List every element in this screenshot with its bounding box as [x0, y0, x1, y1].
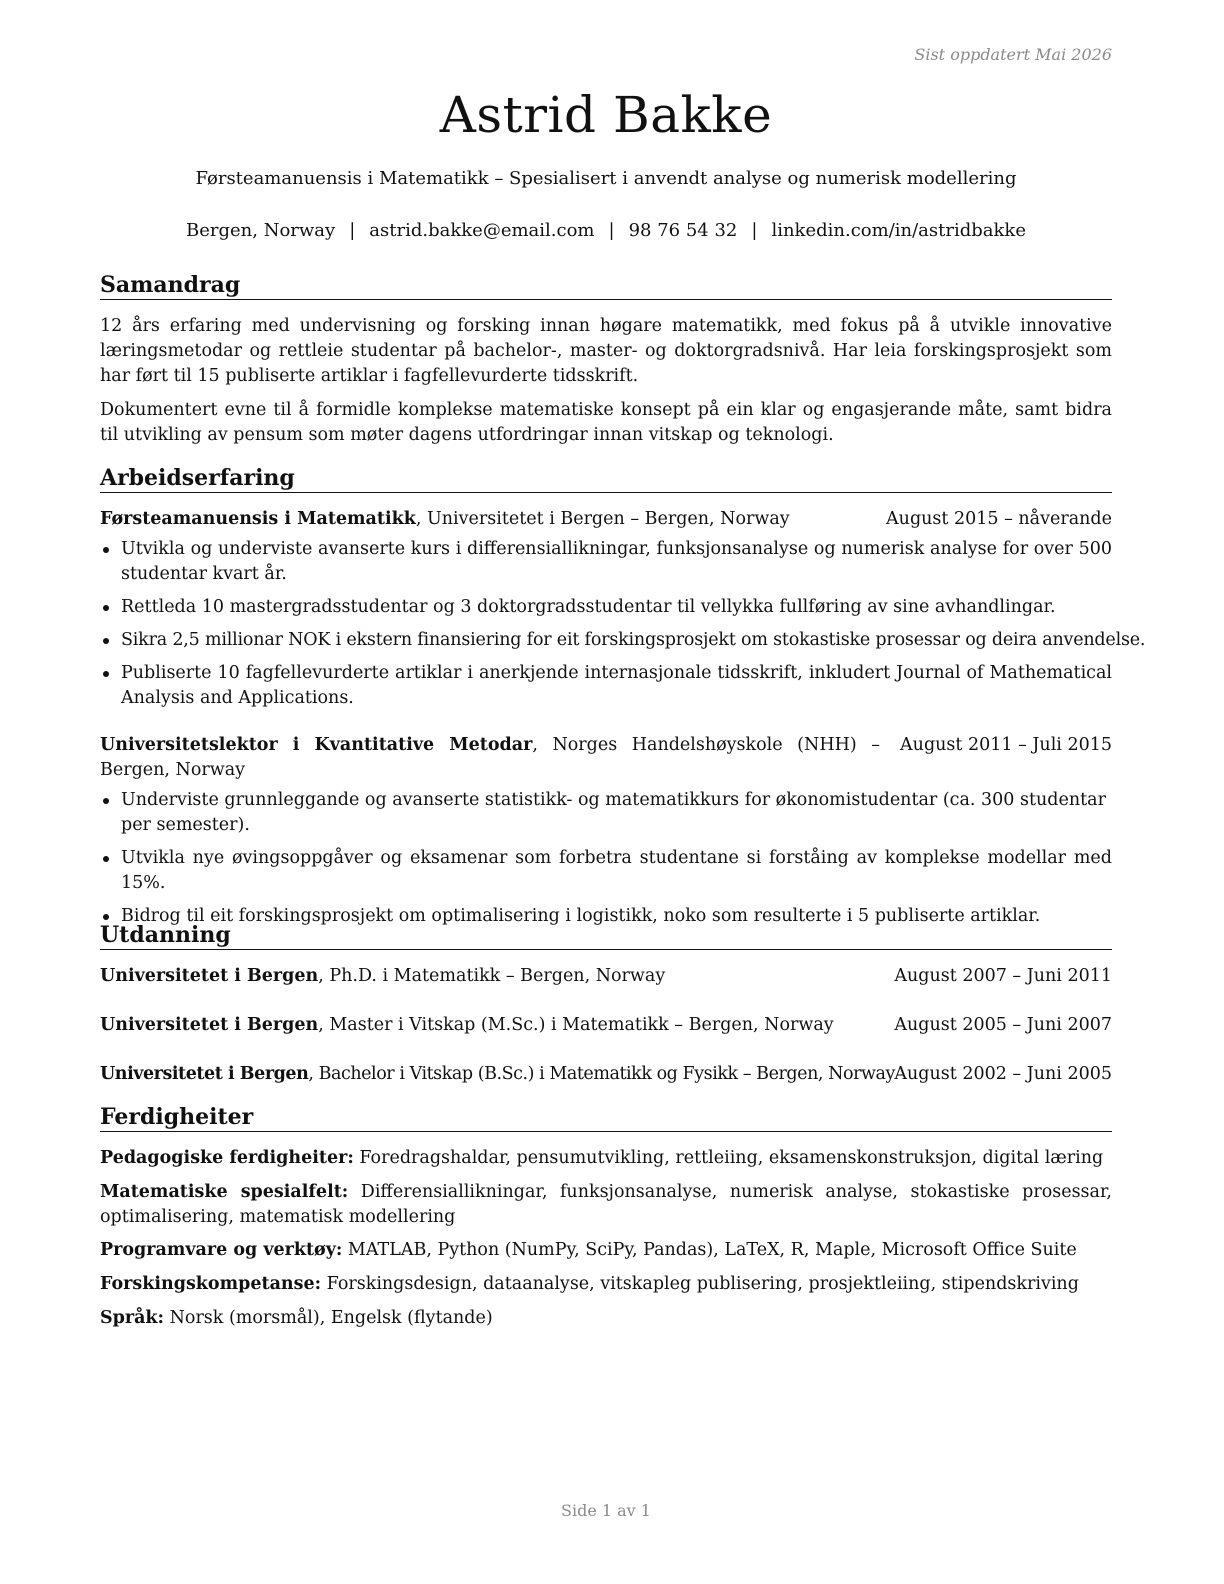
- job-bullets: [100, 788, 1112, 937]
- list-item: Bidrog til eit forskingsprosjekt om optimalisering i logistikk, noko som resulterte i 5 publiserte artiklar.: [100, 904, 1112, 929]
- education-item: [100, 964, 1112, 989]
- contact-phone: 98 76 54 32: [628, 220, 738, 241]
- degree: , Bachelor i Vitskap (B.Sc.) i Matematikk og Fysikk – Bergen, Norway: [308, 1064, 895, 1084]
- job-subtitle: Førsteamanuensis i Matematikk – Spesialisert i anvendt analyse og numerisk modellering: [195, 168, 1017, 189]
- job-role: Universitetslektor i Kvantitative Metodar: [100, 735, 533, 755]
- section-title-experience: Arbeidserfaring: [100, 464, 1112, 493]
- list-item: Underviste grunnleggande og avanserte statistikk- og matematikkurs for økonomistudentar (ca. 300 studentar per semester).: [100, 788, 1112, 838]
- list-item: Utvikla nye øvingsoppgåver og eksamenar som forbetra studentane si forståing av komplekse modellar med 15%.: [100, 846, 1112, 896]
- list-item: Rettleda 10 mastergradsstudentar og 3 doktorgradsstudentar til vellykka fullføring av sine avhandlingar.: [100, 595, 1112, 620]
- contact-linkedin[interactable]: linkedin.com/in/astridbakke: [771, 220, 1026, 241]
- skill-row: [100, 1180, 1112, 1230]
- job-header: [100, 507, 1112, 532]
- job-role: Førsteamanuensis i Matematikk: [100, 509, 416, 529]
- last-updated: Sist oppdatert Mai 2026: [914, 45, 1112, 64]
- section-title-education: Utdanning: [100, 921, 1112, 950]
- degree: , Ph.D. i Matematikk – Bergen, Norway: [318, 966, 666, 986]
- skill-label: Programvare og verktøy:: [100, 1240, 343, 1260]
- list-item: Sikra 2,5 millionar NOK i ekstern finansiering for eit forskingsprosjekt om stokastiske prosessar og deira anvendelse.: [100, 628, 1112, 653]
- education-date: August 2005 – Juni 2007: [894, 1015, 1112, 1035]
- skill-value: Foredragshaldar, pensumutvikling, rettleiing, eksamenskonstruksjon, digital læring: [353, 1148, 1104, 1168]
- separator: |: [751, 220, 758, 241]
- section-title-summary: Samandrag: [100, 271, 1112, 300]
- contact-line: [100, 220, 1112, 241]
- degree: , Master i Vitskap (M.Sc.) i Matematikk – Bergen, Norway: [318, 1015, 834, 1035]
- job-header: [100, 733, 1112, 783]
- skill-row: [100, 1146, 1112, 1171]
- list-item: Utvikla og underviste avanserte kurs i differensiallikningar, funksjonsanalyse og numerisk analyse for over 500 studentar kvart år.: [100, 537, 1112, 587]
- skill-value: MATLAB, Python (NumPy, SciPy, Pandas), LaTeX, R, Maple, Microsoft Office Suite: [342, 1240, 1077, 1260]
- section-title-skills: Ferdigheiter: [100, 1103, 1112, 1132]
- list-item: Publiserte 10 fagfellevurderte artiklar i anerkjende internasjonale tidsskrift, inkludert Journal of Mathematical Analysis and Applications.: [100, 661, 1112, 711]
- page-number: Side 1 av 1: [561, 1501, 651, 1520]
- skill-value: Norsk (morsmål), Engelsk (flytande): [164, 1308, 493, 1328]
- skill-value: Forskingsdesign, dataanalyse, vitskapleg publisering, prosjektleiing, stipendskriving: [321, 1274, 1079, 1294]
- skill-label: Språk:: [100, 1308, 165, 1328]
- summary-paragraph: Dokumentert evne til å formidle komplekse matematiske konsept på ein klar og engasjerande måte, samt bidra til utvikling av pensum som møter dagens utfordringar innan vitskap og teknologi.: [100, 400, 1112, 445]
- skill-value: Differensiallikningar, funksjonsanalyse, numerisk analyse, stokastiske prosessar, optimalisering, matematisk modellering: [100, 1182, 1112, 1227]
- skill-label: Forskingskompetanse:: [100, 1274, 322, 1294]
- separator: |: [608, 220, 615, 241]
- job-date: August 2011 – Juli 2015: [900, 735, 1112, 755]
- separator: |: [349, 220, 356, 241]
- school-name: Universitetet i Bergen: [100, 966, 319, 986]
- contact-location: Bergen, Norway: [186, 220, 336, 241]
- skill-label: Pedagogiske ferdigheiter:: [100, 1148, 354, 1168]
- summary-paragraph: 12 års erfaring med undervisning og forsking innan høgare matematikk, med fokus på å utvikle innovative læringsmetodar og rettleie studentar på bachelor-, master- og doktorgradsnivå. Har leia forskingsprosjekt som har ført til 15 publiserte artiklar i fagfellevurderte tidsskrift.: [100, 316, 1112, 386]
- education-item: [100, 1013, 1112, 1038]
- person-name: Astrid Bakke: [439, 86, 773, 144]
- education-date: August 2007 – Juni 2011: [894, 966, 1112, 986]
- school-name: Universitetet i Bergen: [100, 1015, 319, 1035]
- skill-row: [100, 1238, 1112, 1263]
- school-name: Universitetet i Bergen: [100, 1064, 309, 1084]
- skill-label: Matematiske spesialfelt:: [100, 1182, 349, 1202]
- job-date: August 2015 – nåverande: [886, 509, 1112, 529]
- contact-email[interactable]: astrid.bakke@email.com: [369, 220, 595, 241]
- job-org: , Universitetet i Bergen – Bergen, Norway: [415, 509, 790, 529]
- job-org: , Norges Handelshøyskole (NHH) – Bergen, Norway: [100, 735, 880, 780]
- job-bullets: [100, 537, 1146, 719]
- skill-row: [100, 1306, 1112, 1331]
- education-item: [100, 1062, 1112, 1087]
- skill-row: [100, 1272, 1112, 1297]
- education-date: August 2002 – Juni 2005: [894, 1064, 1112, 1084]
